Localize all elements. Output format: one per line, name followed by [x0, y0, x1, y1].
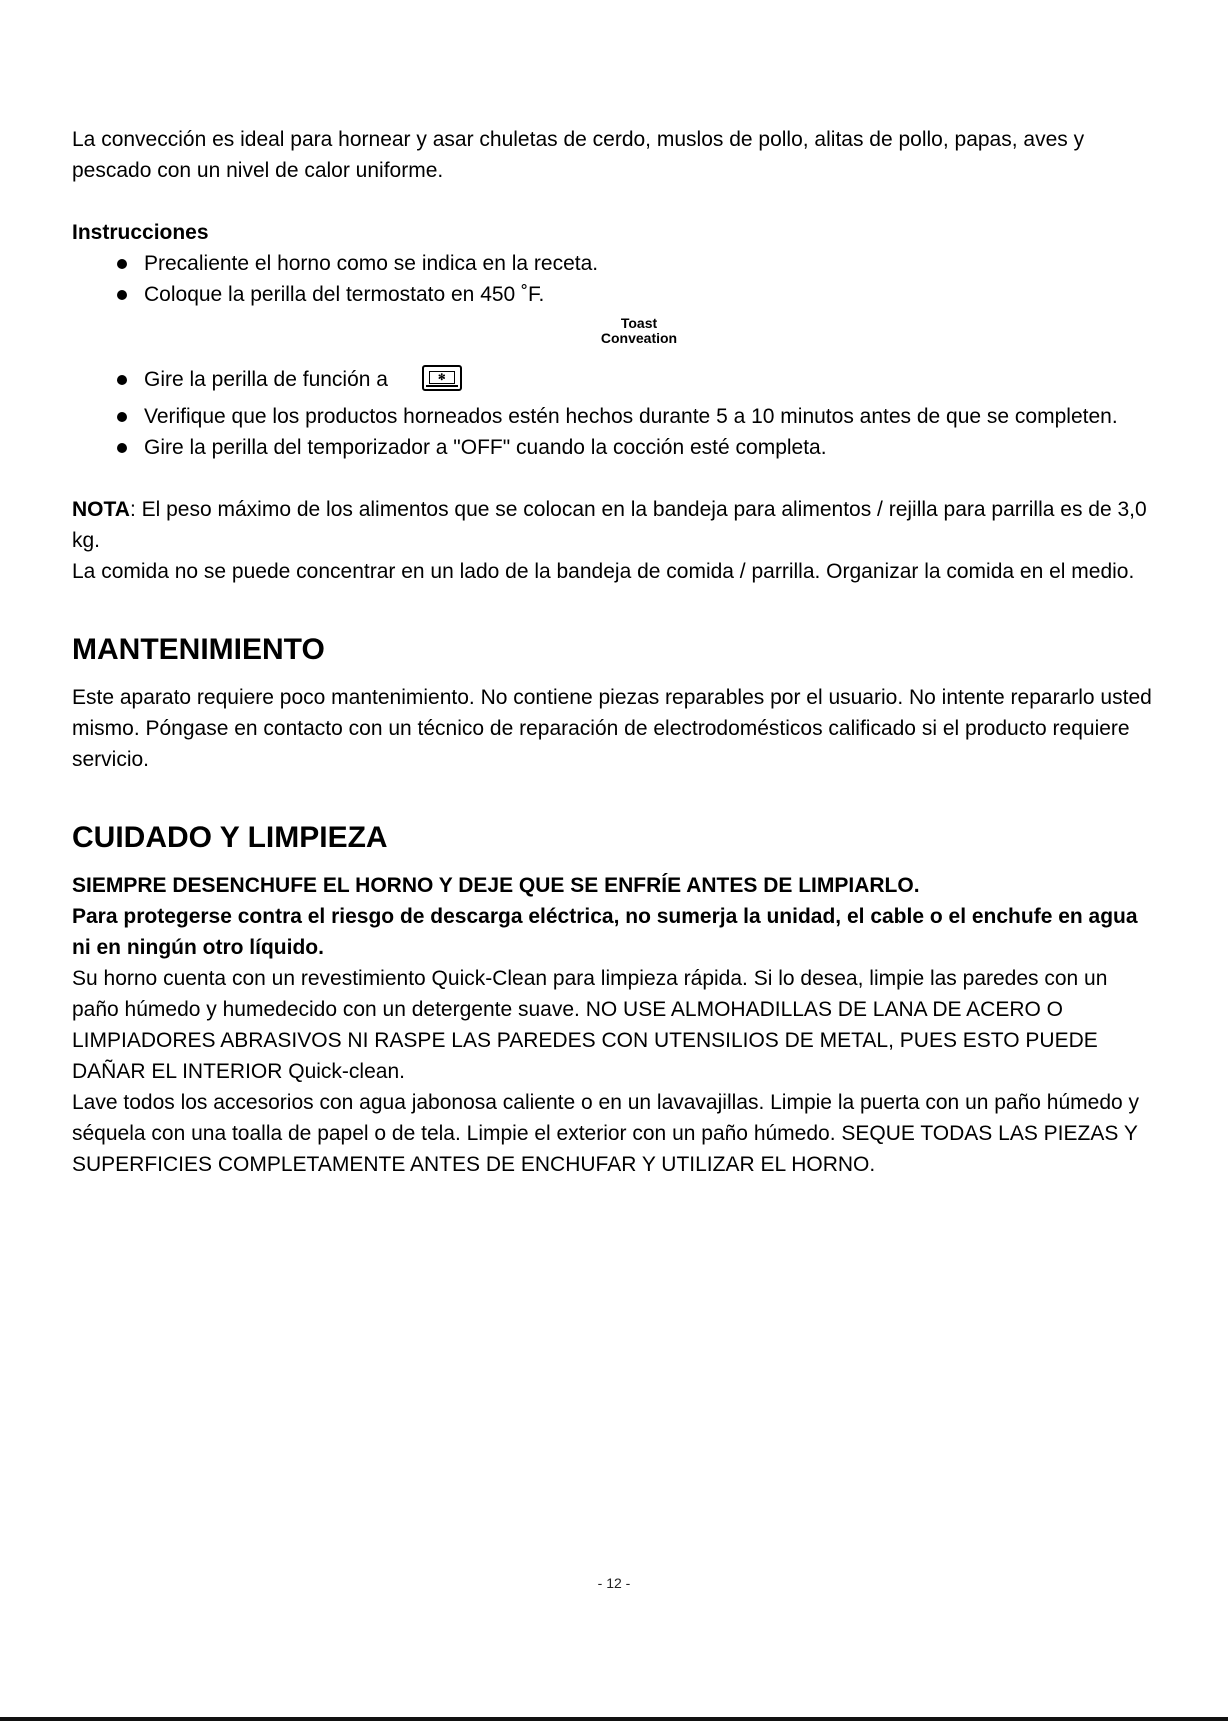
bullet-icon	[117, 290, 127, 300]
note-paragraph-2: La comida no se puede concentrar en un lado de la bandeja de comida / parrilla. Organizar la comida en el medio.	[72, 560, 1135, 583]
instruction-item: Coloque la perilla del termostato en 450 ˚F.	[144, 279, 1157, 310]
intro-paragraph: La convección es ideal para hornear y asar chuletas de cerdo, muslos de pollo, alitas de pollo, papas, aves y pescado con un nivel de calor uniforme.	[72, 128, 1085, 182]
care-paragraph-2: Lave todos los accesorios con agua jabonosa caliente o en un lavavajillas. Limpie la puerta con un paño húmedo y séquela con una toalla de papel o de tela. Limpie el exterior con un paño húmedo. SEQUE TODAS LAS PIEZAS Y SUPERFICIES COMPLETAMENTE ANTES DE ENCHUFAR Y UTILIZAR EL HORNO.	[72, 1091, 1140, 1176]
function-label	[584, 316, 694, 346]
note-paragraph	[72, 494, 1157, 556]
care-warning-unplug: SIEMPRE DESENCHUFE EL HORNO Y DEJE QUE SE ENFRÍE ANTES DE LIMPIARLO.	[72, 874, 920, 897]
page-number: - 12 -	[597, 1575, 631, 1591]
function-instruction-text: Gire la perilla de función a	[144, 368, 388, 391]
maintenance-paragraph: Este aparato requiere poco mantenimiento. No contiene piezas reparables por el usuario. No intente repararlo usted mismo. Póngase en contacto con un técnico de reparación de electrodomésticos calificado si el producto requiere servicio.	[72, 686, 1152, 771]
maintenance-heading: MANTENIMIENTO	[72, 633, 325, 666]
instructions-list	[72, 248, 1157, 463]
bottom-border	[0, 1717, 1228, 1721]
instruction-item: Precaliente el horno como se indica en la receta.	[144, 248, 1157, 279]
care-paragraph-1: Su horno cuenta con un revestimiento Quick-Clean para limpieza rápida. Si lo desea, limpie las paredes con un paño húmedo y humedecido con un detergente suave. NO USE ALMOHADILLAS DE LANA DE ACERO O LIMPIADORES ABRASIVOS NI RASPE LAS PAREDES CON UTENSILIOS DE METAL, PUES ESTO PUEDE DAÑAR EL INTERIOR Quick-clean.	[72, 967, 1108, 1083]
bullet-icon	[117, 375, 127, 385]
function-label-bottom: Conveation	[600, 330, 678, 346]
manual-page	[72, 124, 1157, 1180]
bullet-icon	[117, 259, 127, 269]
note-label: NOTA	[72, 498, 130, 521]
care-heading: CUIDADO Y LIMPIEZA	[72, 821, 388, 854]
bullet-icon	[117, 443, 127, 453]
care-warning-shock: Para protegerse contra el riesgo de descarga eléctrica, no sumerja la unidad, el cable o el enchufe en agua ni en ningún otro líquido.	[72, 905, 1138, 959]
instruction-item-function-knob	[144, 315, 1157, 395]
convection-fan-icon: ✻	[422, 365, 462, 391]
instruction-item: Gire la perilla del temporizador a "OFF" cuando la cocción esté completa.	[144, 432, 1157, 463]
note-text: : El peso máximo de los alimentos que se colocan en la bandeja para alimentos / rejilla para parrilla es de 3,0 kg.	[72, 498, 1147, 552]
bullet-icon	[117, 412, 127, 422]
instruction-item: Verifique que los productos horneados estén hechos durante 5 a 10 minutos antes de que se completen.	[144, 401, 1157, 432]
function-label-top: Toast	[620, 315, 658, 331]
instructions-heading: Instrucciones	[72, 221, 209, 244]
